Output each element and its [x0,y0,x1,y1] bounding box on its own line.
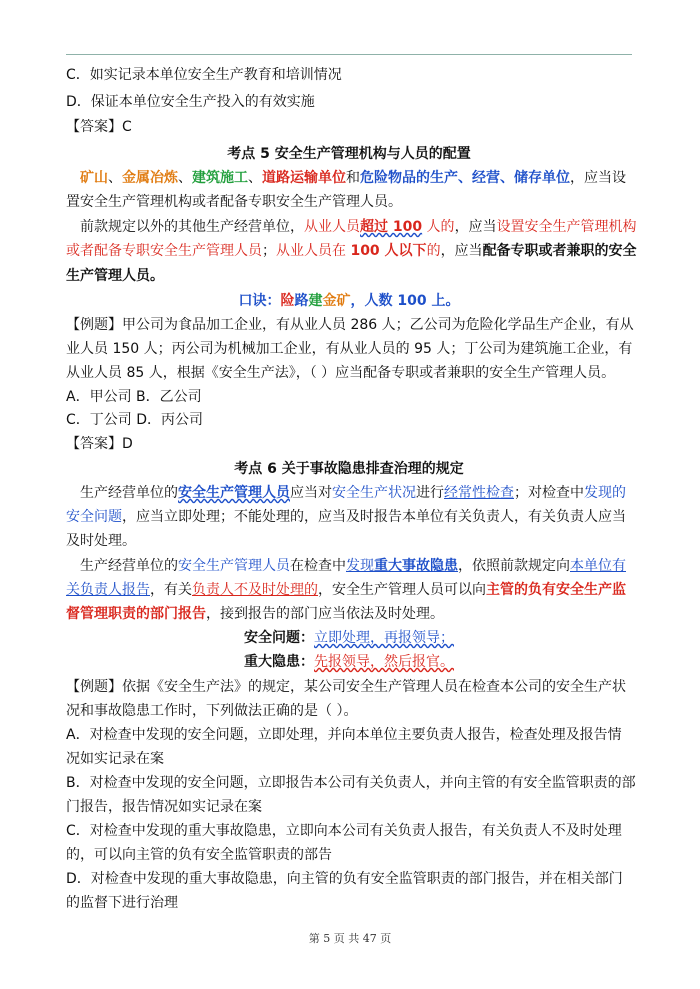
example-2-option-d-1 [66,868,642,890]
text: 或者配备专职安全生产管理人员 [66,243,262,259]
text: ，应当 [454,219,497,235]
text: 路 [294,293,309,309]
text: B．对检查中发现的安全问题，立即报告本公司有关负责人，并向主管的有安全监管职责的部 [66,775,636,791]
example-2-option-c-2 [66,844,642,866]
sep: 、 [108,170,122,186]
text: 安全生产管理人员 [178,558,290,574]
text: 矿 [336,293,351,309]
paragraph-4-line-1 [80,555,656,577]
kw-mine: 矿山 [80,170,108,186]
text: 生产管理人员。 [66,268,164,284]
example-1-line-3 [66,362,642,384]
text: 置安全生产管理机构或者配备专职安全生产管理人员。 [66,194,402,210]
text: 配备专职或者兼职的安全 [482,243,637,259]
paragraph-3-line-2 [66,506,642,528]
label: 安全问题： [244,630,314,646]
text: D．对检查中发现的重大事故隐患，向主管的负有安全监管职责的部门报告，并在相关部门 [66,871,623,887]
mnemonic-line [66,290,632,312]
text: 前款规定以外的其他生产经营单位， [80,219,304,235]
text: 从业人员 [304,219,360,235]
text: ，有关 [150,582,192,598]
paragraph-4-line-3 [66,603,642,625]
text: 立即处理，再报领导； [314,630,454,646]
option-d-line [66,91,642,113]
paragraph-2-line-1 [80,216,656,238]
text: A．对检查中发现的安全问题，立即处理，并向本单位主要负责人报告，检查处理及报告情 [66,727,622,743]
text: 在检查中 [290,558,346,574]
paragraph-2-line-3 [66,265,642,287]
text: ，接到报告的部门应当依法及时处理。 [206,606,444,622]
paragraph-3-line-3 [66,530,642,552]
text: ，应当 [440,243,483,259]
text: ，安全生产管理人员可以向 [318,582,486,598]
text: 发现 [346,558,374,574]
text: ，依照前款规定向 [458,558,570,574]
text: 安全生产管理人员 [178,485,290,501]
text: 金 [322,293,337,309]
example-2-option-d-2 [66,892,642,914]
text: 本单位有 [570,558,626,574]
kw-hazard: 危险物品的生产、经营、储存单位 [360,170,570,186]
text: ，应当设 [570,170,626,186]
text: ，人数 100 上。 [350,293,460,309]
answer-line [66,116,642,138]
text: 关负责人报告 [66,582,150,598]
heading-text: 考点 6 关于事故隐患排查治理的规定 [234,461,464,477]
paragraph-3-line-1 [80,482,656,504]
text: C．对检查中发现的重大事故隐患，立即向本公司有关负责人报告，有关负责人不及时处理 [66,823,622,839]
text: 安全问题 [66,509,122,525]
label: 重大隐患： [244,654,314,670]
text: 业人员 150 人；丙公司为机械加工企业，有从业人员的 95 人；丁公司为建筑施工企业，有 [66,341,633,357]
example-1-options-cd [66,409,642,431]
summary-safety-issue [244,627,544,649]
text: 人的 [422,219,455,235]
paragraph-1-line-1 [80,167,656,189]
paragraph-2-line-2 [66,240,642,262]
example-2-option-b-1 [66,772,642,794]
text: 【答案】C [66,119,132,135]
example-2-option-b-2 [66,796,642,818]
text: 从业人员 85 人，根据《安全生产法》，（ ）应当配备专职或者兼职的安全生产管理人员。 [66,365,616,381]
text: 险 [280,293,295,309]
text: 应当对 [290,485,332,501]
text: 安全生产状况 [332,485,416,501]
paragraph-1-line-2 [66,191,642,213]
text: 经常性检查 [444,485,514,501]
text: 【例题】依据《安全生产法》的规定，某公司安全生产管理人员在检查本公司的安全生产状 [66,679,626,695]
text: 超过 100 [360,219,423,235]
kw-metal: 金属冶炼 [122,170,178,186]
text: 况如实记录在案 [66,751,164,767]
text: 主管的负有安全生产监 [486,582,626,598]
text: 负责人不及时处理的 [192,582,318,598]
sep: 和 [346,170,360,186]
text: 生产经营单位的 [80,558,178,574]
text: A．甲公司 B．乙公司 [66,389,202,405]
example-2-line-1 [66,676,642,698]
section-heading-5 [66,143,632,165]
text: 进行 [416,485,444,501]
example-1-answer [66,433,642,455]
text: 的 [426,243,441,259]
text: 况和事故隐患工作时，下列做法正确的是（ ）。 [66,703,358,719]
example-1-line-1 [66,314,642,336]
text: 建 [308,293,323,309]
text: 口诀： [238,293,281,309]
text: 设置安全生产管理机构 [496,219,637,235]
heading-text: 考点 5 安全生产管理机构与人员的配置 [227,146,471,162]
text: 重大事故隐患 [374,558,458,574]
section-heading-6 [66,458,632,480]
example-1-options-ab [66,386,642,408]
text: ，应当立即处理；不能处理的，应当及时报告本单位有关负责人，有关负责人应当 [122,509,626,525]
text: 发现的 [584,485,626,501]
example-2-line-2 [66,700,642,722]
option-c-line [66,64,642,86]
text: 及时处理。 [66,533,136,549]
text: D．保证本单位安全生产投入的有效实施 [66,94,315,110]
text: 【答案】D [66,436,133,452]
kw-construction: 建筑施工 [192,170,248,186]
summary-major-hazard [244,651,544,673]
text: 100 人以下 [350,243,427,259]
text: 先报领导，然后报官。 [314,654,454,670]
example-2-option-a-1 [66,724,642,746]
text: 门报告，报告情况如实记录在案 [66,799,262,815]
sep: 、 [178,170,192,186]
text: 督管理职责的部门报告 [66,606,206,622]
header-rule [66,54,632,55]
text: 从业人员在 [276,243,351,259]
paragraph-4-line-2 [66,579,642,601]
text: C．如实记录本单位安全生产教育和培训情况 [66,67,342,83]
kw-road: 道路运输单位 [262,170,346,186]
page-number-footer: 第 5 页 共 47 页 [308,932,392,945]
text: ；对检查中 [514,485,584,501]
text: C．丁公司 D．丙公司 [66,412,204,428]
example-1-line-2 [66,338,642,360]
text: 的监督下进行治理 [66,895,178,911]
sep: 、 [248,170,262,186]
text: 生产经营单位的 [80,485,178,501]
example-2-option-a-2 [66,748,642,770]
text: ； [262,243,276,259]
text: 的，可以向主管的负有安全监管职责的部告 [66,847,332,863]
example-2-option-c-1 [66,820,642,842]
text: 【例题】甲公司为食品加工企业，有从业人员 286 人；乙公司为危险化学品生产企业，有从 [66,317,634,333]
